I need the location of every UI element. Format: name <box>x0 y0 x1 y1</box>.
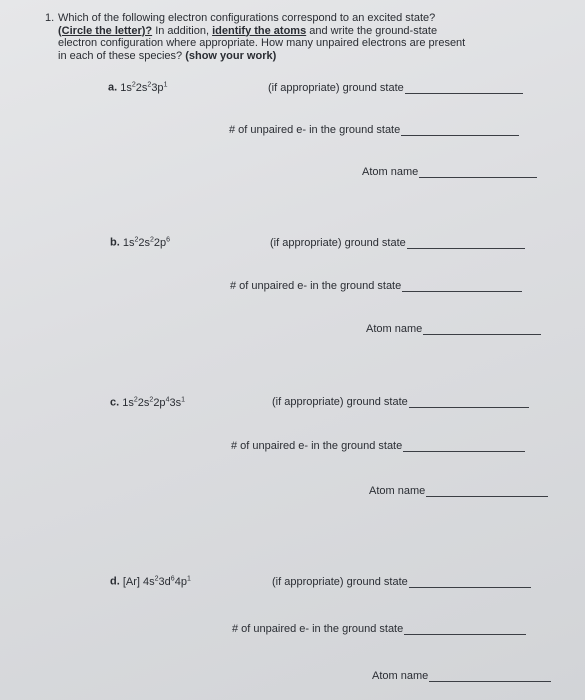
question-number: 1. <box>45 12 55 24</box>
item-d[interactable] <box>110 575 191 588</box>
atom-name-field-d[interactable]: Atom name <box>372 670 551 682</box>
answer-line[interactable] <box>429 680 551 682</box>
unpaired-field-b[interactable]: # of unpaired e- in the ground state <box>230 280 522 292</box>
ground-state-field-a[interactable]: (if appropriate) ground state <box>268 82 523 94</box>
item-configuration: $1s^22s^22p^6$ <box>122 236 171 249</box>
item-configuration: $1s^22s^22p^43s^1$ <box>122 396 185 409</box>
ground-state-field-d[interactable]: (if appropriate) ground state <box>272 576 531 588</box>
item-configuration: [Ar] $4s^23d^64p^1$ <box>122 575 191 588</box>
unpaired-field-c[interactable]: # of unpaired e- in the ground state <box>231 440 525 452</box>
question-line-3: electron configuration where appropriate. How many unpaired electrons are present <box>58 37 466 49</box>
circle-instruction: (Circle the letter)? <box>58 24 153 37</box>
answer-line[interactable] <box>419 176 537 178</box>
item-a[interactable] <box>108 81 167 94</box>
identify-instruction: identify the atoms <box>212 24 307 37</box>
answer-line[interactable] <box>409 406 529 408</box>
item-letter: b. <box>110 236 120 249</box>
atom-name-field-a[interactable]: Atom name <box>362 166 537 178</box>
ground-state-field-b[interactable]: (if appropriate) ground state <box>270 237 525 249</box>
answer-line[interactable] <box>403 450 525 452</box>
item-c[interactable] <box>110 396 185 409</box>
item-configuration: $1s^22s^23p^1$ <box>120 81 168 94</box>
unpaired-field-d[interactable]: # of unpaired e- in the ground state <box>232 623 526 635</box>
answer-line[interactable] <box>402 290 522 292</box>
unpaired-field-a[interactable]: # of unpaired e- in the ground state <box>229 124 519 136</box>
item-letter: d. <box>110 575 120 588</box>
item-b[interactable] <box>110 236 170 249</box>
answer-line[interactable] <box>423 333 541 335</box>
question-text <box>45 12 548 62</box>
answer-line[interactable] <box>426 495 548 497</box>
question-line-4: in each of these species? (show your work) <box>58 49 277 62</box>
answer-line[interactable] <box>409 586 531 588</box>
item-letter: c. <box>110 396 120 409</box>
answer-line[interactable] <box>401 134 519 136</box>
atom-name-field-c[interactable]: Atom name <box>369 485 548 497</box>
answer-line[interactable] <box>405 92 523 94</box>
show-work-instruction: (show your work) <box>185 49 277 62</box>
item-letter: a. <box>108 81 118 94</box>
atom-name-field-b[interactable]: Atom name <box>366 323 541 335</box>
question-line-1: Which of the following electron configurations correspond to an excited state? <box>58 12 436 24</box>
answer-line[interactable] <box>407 247 525 249</box>
ground-state-field-c[interactable]: (if appropriate) ground state <box>272 396 529 408</box>
question-line-2: (Circle the letter)? In addition, identify the atoms and write the ground-state <box>58 24 438 37</box>
answer-line[interactable] <box>404 633 526 635</box>
